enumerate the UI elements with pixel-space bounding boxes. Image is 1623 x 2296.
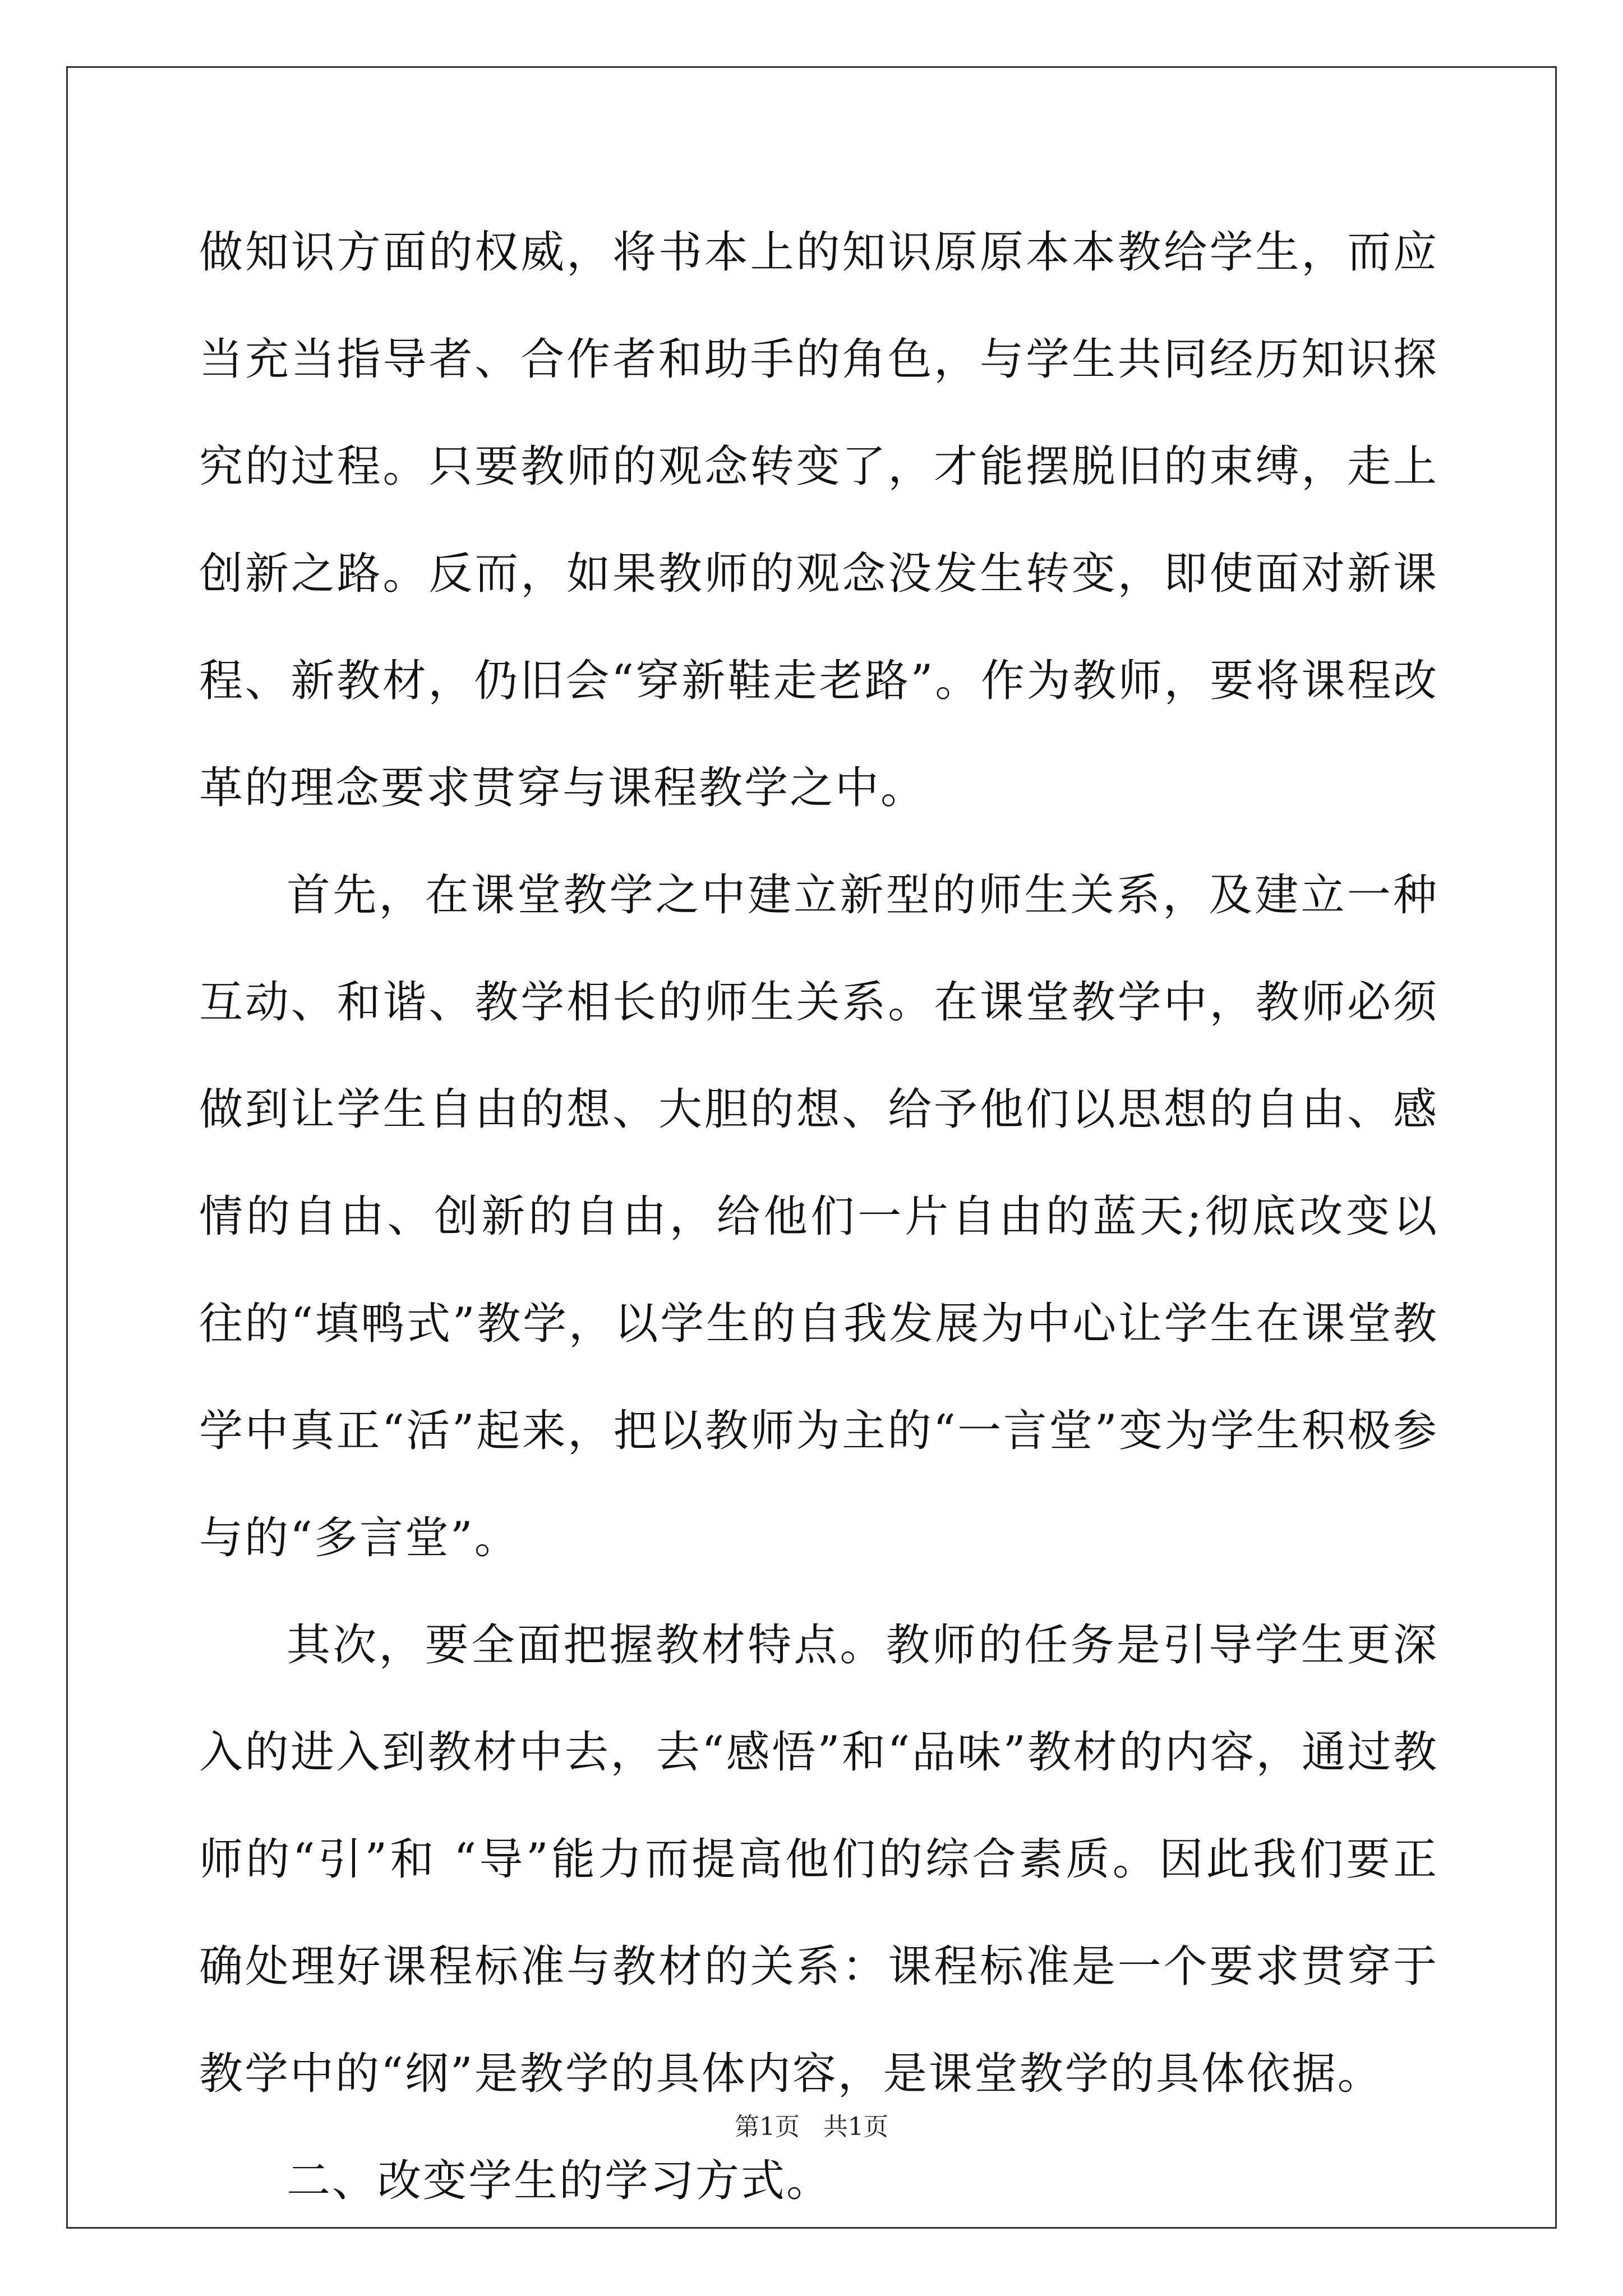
paragraph-3: 其次，要全面把握教材特点。教师的任务是引导学生更深入的进入到教材中去，去“感悟”和“品味”教材的内容，通过教师的“引”和 “导”能力而提高他们的综合素质。因此我们要正确处理好课程标准与教材的关系：课程标准是一个要求贯穿于教学中的“纲”是教学的具体内容，是课堂教学的具体依据。 bbox=[199, 1620, 1438, 2099]
document-body bbox=[199, 199, 1438, 2235]
page-number: 第1页 bbox=[735, 2113, 800, 2141]
paragraph-2: 首先，在课堂教学之中建立新型的师生关系，及建立一种互动、和谐、教学相长的师生关系。在课堂教学中，教师必须做到让学生自由的想、大胆的想、给予他们以思想的自由、感情的自由、创新的自由，给他们一片自由的蓝天;彻底改变以往的“填鸭式”教学，以学生的自我发展为中心让学生在课堂教学中真正“活”起来，把以教师为主的“一言堂”变为学生积极参与的“多言堂”。 bbox=[199, 870, 1438, 1563]
paragraph-4: 二、改变学生的学习方式。 bbox=[287, 2156, 832, 2206]
page-footer bbox=[0, 2106, 1623, 2142]
paragraph-1: 做知识方面的权威，将书本上的知识原原本本教给学生，而应当充当指导者、合作者和助手的角色，与学生共同经历知识探究的过程。只要教师的观念转变了，才能摆脱旧的束缚，走上创新之路。反而，如果教师的观念没发生转变，即使面对新课程、新教材，仍旧会“穿新鞋走老路”。作为教师，要将课程改革的理念要求贯穿与课程教学之中。 bbox=[199, 227, 1438, 813]
page-total: 共1页 bbox=[823, 2113, 888, 2141]
